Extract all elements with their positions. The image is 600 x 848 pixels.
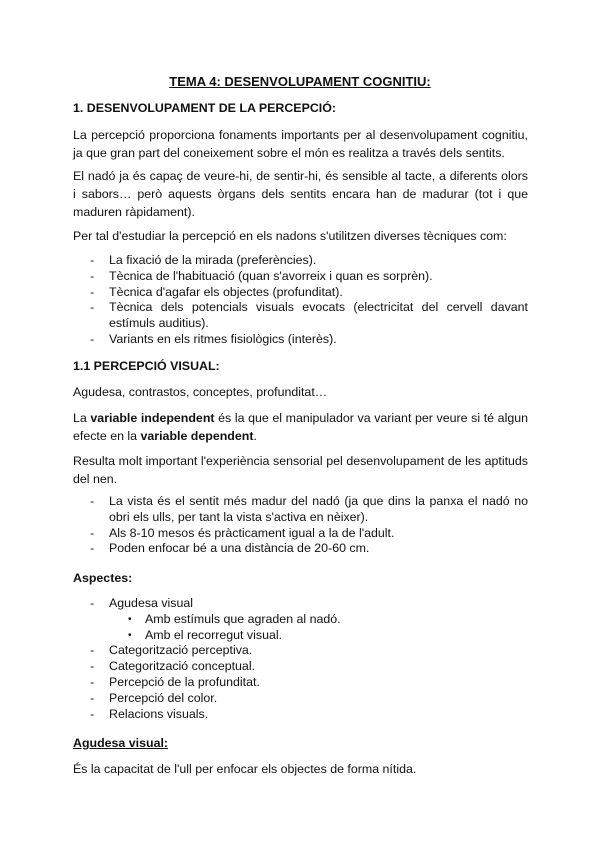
techniques-list [73,253,528,348]
aspects-list [73,596,528,722]
list-item: - Tècnica d'agafar els objectes (profunditat). [73,285,528,301]
visual-acuity-heading: Agudesa visual: [73,736,169,750]
list-item: - Tècnica de l'habituació (quan s'avorreix i quan es sorprèn). [73,269,528,285]
text-run: La [73,411,91,425]
vision-facts-list [73,494,528,557]
list-item-label: Agudesa visual [109,596,194,610]
list-item: - Relacions visuals. [73,707,528,723]
paragraph-techniques-intro: Per tal d'estudiar la percepció en els nadons s'utilitzen diverses tècniques com: [73,229,507,243]
sublist-item: • Amb estímuls que agraden al nadó. [73,612,528,628]
list-item: - Als 8-10 mesos és pràcticament igual a la de l'adult. [73,526,528,542]
list-item: - Percepció de la profunditat. [73,675,528,691]
list-item [73,596,528,643]
section-heading-visual-perception: 1.1 PERCEPCIÓ VISUAL: [73,359,220,373]
list-item: - Poden enfocar bé a una distància de 20-60 cm. [73,541,528,557]
text-run: . [253,429,257,443]
list-item: - La vista és el sentit més madur del nadó (ja que dins la panxa el nadó no obri els ulls, per tant la vista s'activa en nèixer). [73,494,528,526]
term-dependent-variable: variable dependent [140,429,254,443]
list-item: - Categorització conceptual. [73,659,528,675]
list-item: - Tècnica dels potencials visuals evocats (electricitat del cervell davant estímuls auditius). [73,300,528,332]
list-item: - Categorització perceptiva. [73,643,528,659]
section-heading-perception: 1. DESENVOLUPAMENT DE LA PERCEPCIÓ: [73,101,336,115]
list-item: - La fixació de la mirada (preferències). [73,253,528,269]
paragraph-intro: La percepció proporciona fonaments importants per al desenvolupament cognitiu, ja que gran part del coneixement sobre el món es realitza a través dels sentits. [73,128,528,160]
paragraph-variables [73,409,528,445]
page-title: TEMA 4: DESENVOLUPAMENT COGNITIU: [169,74,431,89]
list-item: - Variants en els ritmes fisiològics (interès). [73,332,528,348]
text-run: és la que el manipulador va variant per veure si té algun efecte en la [73,411,529,443]
aspects-sublist [73,612,528,644]
term-independent-variable: variable independent [90,411,215,425]
list-item: - Percepció del color. [73,691,528,707]
paragraph-visual-acuity: És la capacitat de l'ull per enfocar els objectes de forma nítida. [73,762,417,776]
paragraph-sensory-experience: Resulta molt important l'experiència sensorial pel desenvolupament de les aptituds del nen. [73,454,528,486]
sublist-item: • Amb el recorregut visual. [73,628,528,644]
paragraph-senses: El nadó ja és capaç de veure-hi, de sentir-hi, és sensible al tacte, a diferents olors i sabors… però aquests òrgans dels sentits encara han de madurar (tot i que maduren ràpidament). [73,169,528,219]
aspects-heading: Aspectes: [73,571,133,585]
paragraph-visual-topics: Agudesa, contrastos, conceptes, profunditat… [73,385,328,399]
